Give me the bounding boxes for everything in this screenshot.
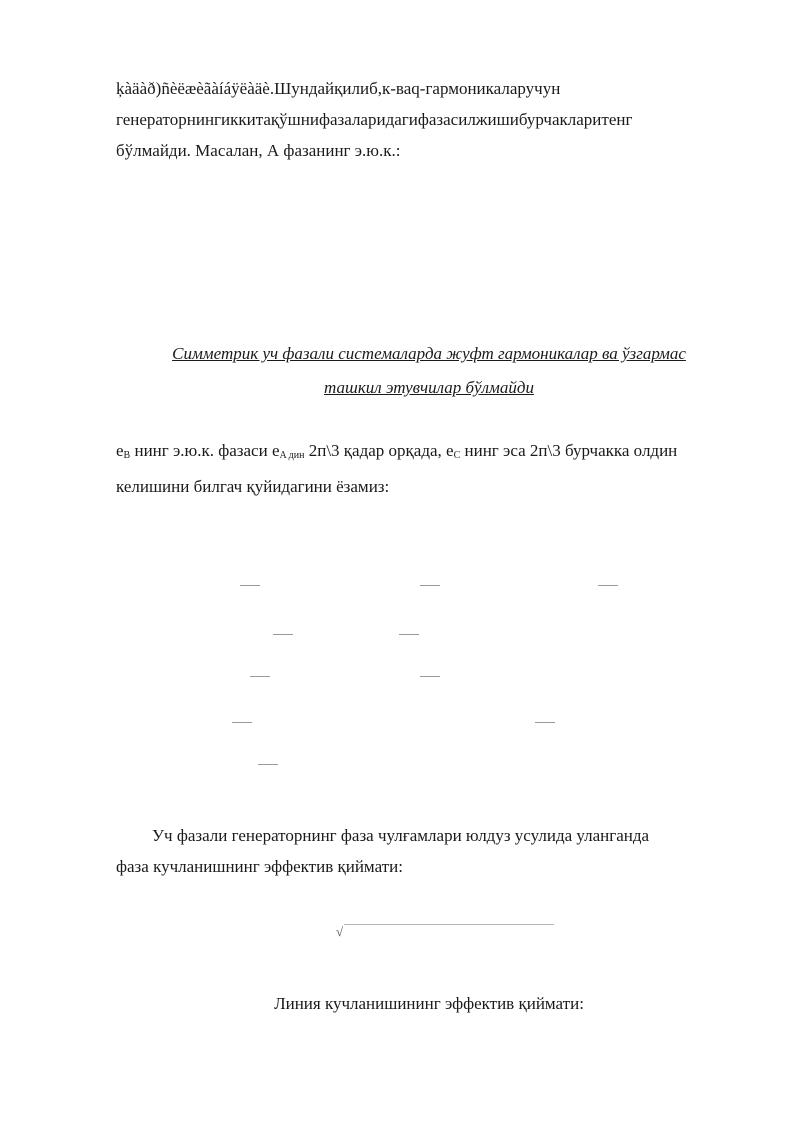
word: тенг — [601, 110, 633, 129]
word: гармоникалар — [425, 79, 526, 98]
word: учун — [525, 79, 561, 98]
word: ķàäàð) — [116, 79, 162, 98]
paragraph-line: Уч фазали генераторнинг фаза чулғамлари юлдуз усулида уланганда — [152, 826, 650, 845]
fraction-bar — [250, 676, 270, 677]
fraction-bar — [420, 676, 440, 677]
paragraph-line — [116, 104, 742, 135]
word: иккита — [221, 110, 271, 129]
paragraph-line — [116, 73, 742, 104]
heading-line-2: ташкил этувчилар бўлмайди — [324, 378, 534, 397]
paragraph-line: фаза кучланишнинг эффектив қиймати: — [116, 857, 403, 876]
text-part: нинг э.ю.к. фазаси e — [130, 441, 280, 460]
word: q- — [411, 79, 426, 98]
paragraph-phase-voltage — [116, 820, 742, 882]
fraction-bar — [240, 585, 260, 586]
word: áÿëàäè. — [223, 79, 275, 98]
sqrt-overline — [344, 924, 554, 925]
fraction-bar — [232, 722, 252, 723]
word: фаза — [417, 110, 451, 129]
subscript-a: A дин — [279, 450, 305, 461]
word: к-ва — [381, 79, 412, 98]
word: Шундай — [274, 79, 335, 98]
fraction-bar — [535, 722, 555, 723]
fraction-bar — [258, 764, 278, 765]
fraction-bar — [273, 634, 293, 635]
fraction-bar — [399, 634, 419, 635]
word: ñèëæèãàí — [161, 79, 224, 98]
fraction-bar — [420, 585, 440, 586]
word: бурчаклари — [518, 110, 602, 129]
text-part: нинг эса 2п\3 бурчакка олдин — [460, 441, 678, 460]
text-part: 2п\3 қадар орқада, e — [304, 441, 454, 460]
paragraph-line: бўлмайди. Масалан, А фазанинг э.ю.к.: — [116, 141, 401, 160]
word: силжиши — [450, 110, 519, 129]
subscript-c: C — [453, 450, 461, 461]
sqrt-icon: √ — [336, 924, 344, 939]
word: қилиб, — [334, 79, 382, 98]
paragraph-phase-shift — [116, 435, 742, 502]
heading-line-1: Симметрик уч фазали системаларда жуфт гармоникалар ва ўзгармас — [172, 344, 686, 363]
word: генераторнинг — [116, 110, 222, 129]
paragraph-line-voltage: Линия кучланишининг эффектив қиймати: — [274, 994, 584, 1013]
word: қўшни — [270, 110, 319, 129]
paragraph-line — [116, 435, 742, 471]
symbol-e-b: e — [116, 441, 124, 460]
paragraph-intro — [116, 73, 742, 166]
paragraph-line: келишини билгач қуйидагини ёзамиз: — [116, 477, 390, 496]
section-heading — [116, 337, 742, 405]
subscript-b: B — [123, 450, 131, 461]
fraction-bar — [598, 585, 618, 586]
word: фазаларидаги — [318, 110, 418, 129]
